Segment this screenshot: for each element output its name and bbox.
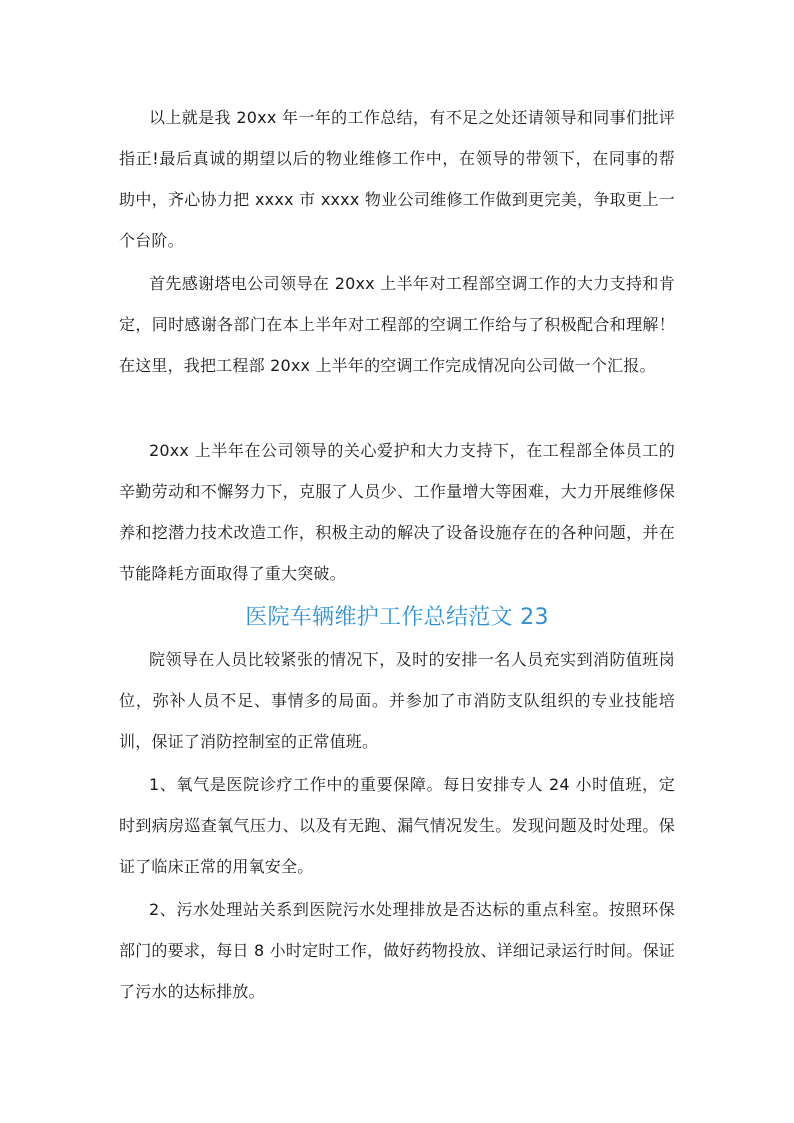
paragraph-achievements: 20xx 上半年在公司领导的关心爱护和大力支持下，在工程部全体员工的辛勤劳动和不懈努力下，克服了人员少、工作量增大等困难，大力开展维修保养和挖潜力技术改造工作，积极主动的解决了设备设施存在的各种问题，并在节能降耗方面取得了重大突破。 (119, 441, 675, 583)
paragraph-fire-duty: 院领导在人员比较紧张的情况下，及时的安排一名人员充实到消防值班岗位，弥补人员不足、事情多的局面。并参加了市消防支队组织的专业技能培训，保证了消防控制室的正常值班。 (119, 650, 675, 751)
section-heading: 医院车辆维护工作总结范文 23 (245, 605, 549, 630)
paragraph-summary-closing: 以上就是我 20xx 年一年的工作总结，有不足之处还请领导和同事们批评指正!最后真诚的期望以后的物业维修工作中，在领导的带领下，在同事的帮助中，齐心协力把 xxxx 市 xxxx 物业公司维修工作做到更完美，争取更上一个台阶。 (119, 108, 675, 250)
paragraph-oxygen: 1、氧气是医院诊疗工作中的重要保障。每日安排专人 24 小时值班，定时到病房巡查氧气压力、以及有无跑、漏气情况发生。发现问题及时处理。保证了临床正常的用氧安全。 (119, 775, 675, 876)
paragraph-sewage: 2、污水处理站关系到医院污水处理排放是否达标的重点科室。按照环保部门的要求，每日 8 小时定时工作，做好药物投放、详细记录运行时间。保证了污水的达标排放。 (119, 900, 675, 1001)
paragraph-thanks-report: 首先感谢塔电公司领导在 20xx 上半年对工程部空调工作的大力支持和肯定，同时感谢各部门在本上半年对工程部的空调工作给与了积极配合和理解！在这里，我把工程部 20xx 上半年的空调工作完成情况向公司做一个汇报。 (119, 274, 675, 375)
